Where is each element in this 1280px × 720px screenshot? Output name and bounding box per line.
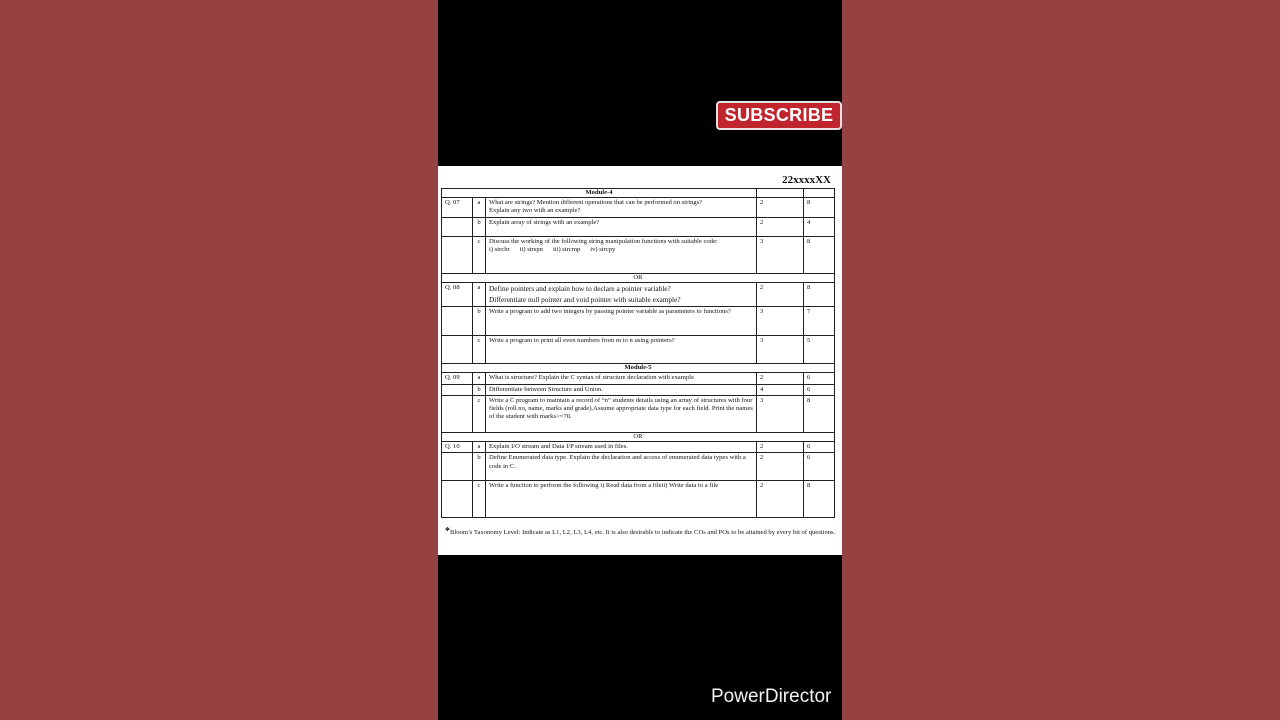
question-text bbox=[486, 198, 757, 217]
question-line: Differentiate null pointer and void pointer with suitable example? bbox=[489, 294, 681, 304]
sub-question-label: c bbox=[473, 395, 486, 432]
or-row bbox=[442, 432, 835, 441]
empty-cell bbox=[442, 453, 473, 481]
level-cell: 2 bbox=[757, 453, 804, 481]
level-cell: 3 bbox=[757, 236, 804, 273]
or-separator: OR bbox=[442, 432, 835, 441]
level-cell: 2 bbox=[757, 217, 804, 236]
table-row bbox=[442, 217, 835, 236]
question-text: Write a program to print all even numbers from m to n using pointers? bbox=[486, 336, 757, 364]
question-number: Q. 09 bbox=[442, 373, 473, 384]
table-row bbox=[442, 373, 835, 384]
question-number: Q. 07 bbox=[442, 198, 473, 217]
table-row bbox=[442, 453, 835, 481]
module-5-heading: Module-5 bbox=[442, 364, 835, 373]
module-header-row bbox=[442, 189, 835, 198]
marks-cell: 8 bbox=[804, 198, 835, 217]
empty-cell bbox=[442, 481, 473, 518]
or-separator: OR bbox=[442, 273, 835, 282]
empty-cell bbox=[442, 336, 473, 364]
question-text bbox=[486, 236, 757, 273]
table-row bbox=[442, 481, 835, 518]
table-row bbox=[442, 236, 835, 273]
marks-cell: 7 bbox=[804, 307, 835, 336]
footnote bbox=[445, 523, 837, 541]
question-text: Write a function to perform the following i) Read data from a fileii) Write data to a file bbox=[486, 481, 757, 518]
sub-question-label: a bbox=[473, 282, 486, 306]
sub-question-label: b bbox=[473, 217, 486, 236]
level-cell: 4 bbox=[757, 384, 804, 395]
paper-code: 22xxxxXX bbox=[782, 174, 831, 186]
footnote-text: Bloom’s Taxonomy Level: Indicate as L1, L2, L3, L4, etc. It is also desirable to indicate the COs and POs to be attained by every bit of questions. bbox=[450, 529, 836, 536]
empty-cell bbox=[442, 236, 473, 273]
question-text: Write a C program to maintain a record of “n” students details using an array of structures with four fields (roll no, name, marks and grade).Assume appropriate data type for each field. Print the names of the student with marks>=70. bbox=[486, 395, 757, 432]
marks-cell: 8 bbox=[804, 481, 835, 518]
marks-cell: 6 bbox=[804, 384, 835, 395]
level-cell: 2 bbox=[757, 198, 804, 217]
level-cell: 3 bbox=[757, 307, 804, 336]
question-text bbox=[486, 282, 757, 306]
table-row bbox=[442, 198, 835, 217]
question-table bbox=[441, 188, 835, 518]
marks-cell: 6 bbox=[804, 453, 835, 481]
sub-question-label: a bbox=[473, 373, 486, 384]
sub-question-label: c bbox=[473, 481, 486, 518]
question-number: Q. 10 bbox=[442, 442, 473, 453]
sub-question-label: b bbox=[473, 453, 486, 481]
subscribe-button[interactable]: SUBSCRIBE bbox=[716, 101, 842, 130]
table-row bbox=[442, 307, 835, 336]
level-cell: 2 bbox=[757, 373, 804, 384]
sub-question-label: b bbox=[473, 307, 486, 336]
option-strchr: i) strchr bbox=[489, 245, 510, 253]
level-cell: 2 bbox=[757, 442, 804, 453]
question-text: What is structure? Explain the C syntax of structure declaration with example bbox=[486, 373, 757, 384]
question-number: Q. 08 bbox=[442, 282, 473, 306]
sub-question-label: c bbox=[473, 336, 486, 364]
option-strcpy: iv) strcpy bbox=[590, 245, 616, 253]
level-cell: 3 bbox=[757, 336, 804, 364]
sub-question-label: a bbox=[473, 198, 486, 217]
marks-cell: 4 bbox=[804, 217, 835, 236]
empty-cell bbox=[442, 307, 473, 336]
table-row bbox=[442, 384, 835, 395]
option-strspn: ii) strspn bbox=[519, 245, 543, 253]
right-background-panel bbox=[842, 0, 1280, 720]
marks-cell: 8 bbox=[804, 395, 835, 432]
left-background-panel bbox=[0, 0, 438, 720]
footnote-star: * bbox=[445, 526, 450, 537]
marks-cell: 6 bbox=[804, 442, 835, 453]
level-cell: 2 bbox=[757, 481, 804, 518]
table-row bbox=[442, 442, 835, 453]
marks-cell: 5 bbox=[804, 336, 835, 364]
marks-cell: 6 bbox=[804, 373, 835, 384]
level-cell: 3 bbox=[757, 395, 804, 432]
empty-cell bbox=[442, 395, 473, 432]
marks-cell: 8 bbox=[804, 282, 835, 306]
or-row bbox=[442, 273, 835, 282]
option-strcmp: iii) strcmp bbox=[552, 245, 581, 253]
question-text: Explain I/O stream and Data I/P stream used in files. bbox=[486, 442, 757, 453]
empty-cell bbox=[442, 384, 473, 395]
sub-question-label: a bbox=[473, 442, 486, 453]
sub-question-label: c bbox=[473, 236, 486, 273]
table-row bbox=[442, 336, 835, 364]
module-header-row bbox=[442, 364, 835, 373]
question-text: Define Enumerated data type. Explain the declaration and access of enumerated data types with a code in C. bbox=[486, 453, 757, 481]
question-line: Define pointers and explain how to declare a pointer variable? bbox=[489, 283, 671, 293]
table-row bbox=[442, 282, 835, 306]
table-row bbox=[442, 395, 835, 432]
function-options bbox=[489, 246, 753, 254]
question-paper bbox=[438, 166, 842, 555]
question-text: Differentiate between Structure and Union. bbox=[486, 384, 757, 395]
powerdirector-watermark: PowerDirector bbox=[711, 686, 832, 707]
sub-question-label: b bbox=[473, 384, 486, 395]
level-cell: 2 bbox=[757, 282, 804, 306]
empty-cell bbox=[442, 217, 473, 236]
empty-cell bbox=[757, 189, 804, 198]
marks-cell: 8 bbox=[804, 236, 835, 273]
question-text: Explain array of strings with an example? bbox=[486, 217, 757, 236]
question-line: What are strings? Mention different operations that can be performed on strings? bbox=[489, 199, 703, 207]
question-text: Write a program to add two integers by passing pointer variable as parameters to functions? bbox=[486, 307, 757, 336]
empty-cell bbox=[804, 189, 835, 198]
module-4-heading: Module-4 bbox=[442, 189, 757, 198]
question-line: Explain any two with an example? bbox=[489, 207, 581, 215]
question-line: Discuss the working of the following string manipulation functions with suitable code: bbox=[489, 237, 718, 245]
